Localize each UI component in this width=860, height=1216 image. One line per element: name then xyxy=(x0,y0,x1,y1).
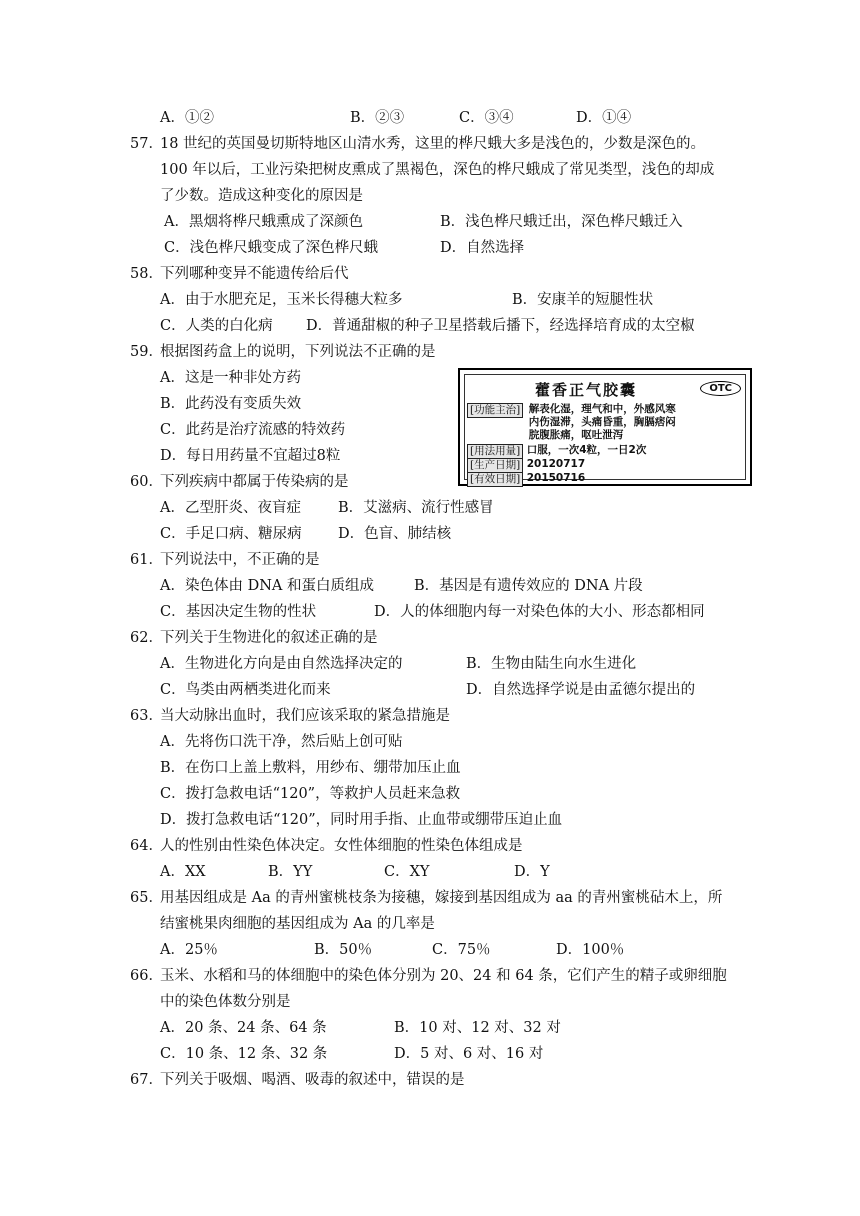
q61-option-c: C．基因决定生物的性状 xyxy=(160,604,317,620)
q60-option-d: D．色盲、肺结核 xyxy=(338,526,452,542)
manufacture-date-value: 20120717 xyxy=(526,458,586,470)
q65-stem-line-2: 结蜜桃果肉细胞的基因组成为 Aa 的几率是 xyxy=(160,916,435,932)
q56-option-c: C．③④ xyxy=(459,110,514,126)
q56-option-b: B．②③ xyxy=(350,110,405,126)
q65-option-d: D．100％ xyxy=(556,942,625,958)
q66-stem-line-2: 中的染色体数分别是 xyxy=(160,994,291,1010)
q60-option-c: C．手足口病、糖尿病 xyxy=(160,526,302,542)
q58-option-c: C．人类的白化病 xyxy=(160,318,273,334)
q61-stem: 下列说法中，不正确的是 xyxy=(160,552,320,568)
q57-option-a: A．黑烟将桦尺蛾熏成了深颜色 xyxy=(164,214,363,230)
q59-option-b: B．此药没有变质失效 xyxy=(160,396,302,412)
expiry-date-value: 20150716 xyxy=(526,472,586,484)
q57-option-d: D．自然选择 xyxy=(440,240,525,256)
q65-option-c: C．75％ xyxy=(432,942,491,958)
q61-number: 61． xyxy=(130,552,163,568)
function-value-line-3: 脘腹胀痛，呕吐泄泻 xyxy=(528,429,624,441)
q58-stem: 下列哪种变异不能遗传给后代 xyxy=(160,266,349,282)
q60-stem: 下列疾病中都属于传染病的是 xyxy=(160,474,349,490)
q58-number: 58． xyxy=(130,266,163,282)
q64-stem: 人的性别由性染色体决定。女性体细胞的性染色体组成是 xyxy=(160,838,523,854)
q66-option-b: B．10 对、12 对、32 对 xyxy=(394,1020,561,1036)
q63-option-b: B．在伤口上盖上敷料，用纱布、绷带加压止血 xyxy=(160,760,461,776)
q66-option-d: D．5 对、6 对、16 对 xyxy=(394,1046,544,1062)
usage-value: 口服，一次4粒，一日2次 xyxy=(526,444,647,456)
q63-option-d: D．拨打急救电话“120”，同时用手指、止血带或绷带压迫止血 xyxy=(160,812,563,828)
q64-option-b: B．YY xyxy=(268,864,313,880)
q57-stem-line-1: 18 世纪的英国曼切斯特地区山清水秀，这里的桦尺蛾大多是浅色的，少数是深色的。 xyxy=(160,136,706,152)
q59-number: 59． xyxy=(130,344,163,360)
q61-option-d: D．人的体细胞内每一对染色体的大小、形态都相同 xyxy=(374,604,705,620)
q57-stem-line-3: 了少数。造成这种变化的原因是 xyxy=(160,188,363,204)
q65-option-b: B．50％ xyxy=(314,942,373,958)
q62-option-a: A．生物进化方向是由自然选择决定的 xyxy=(160,656,403,672)
q65-stem-line-1: 用基因组成是 Aa 的青州蜜桃枝条为接穗，嫁接到基因组成为 aa 的青州蜜桃砧木上，所 xyxy=(160,890,723,906)
q62-option-d: D．自然选择学说是由孟德尔提出的 xyxy=(466,682,696,698)
q65-number: 65． xyxy=(130,890,163,906)
q61-option-a: A．染色体由 DNA 和蛋白质组成 xyxy=(160,578,374,594)
q66-number: 66． xyxy=(130,968,163,984)
q67-stem: 下列关于吸烟、喝酒、吸毒的叙述中，错误的是 xyxy=(160,1072,465,1088)
q60-number: 60． xyxy=(130,474,163,490)
q59-stem: 根据图药盒上的说明，下列说法不正确的是 xyxy=(160,344,436,360)
otc-badge: OTC xyxy=(700,381,741,396)
medicine-box-label xyxy=(458,368,752,486)
q66-stem-line-1: 玉米、水稻和马的体细胞中的染色体分别为 20、24 和 64 条，它们产生的精子或卵细胞 xyxy=(160,968,727,984)
q61-option-b: B．基因是有遗传效应的 DNA 片段 xyxy=(414,578,643,594)
q63-stem: 当大动脉出血时，我们应该采取的紧急措施是 xyxy=(160,708,450,724)
q62-option-c: C．鸟类由两栖类进化而来 xyxy=(160,682,331,698)
q63-option-a: A．先将伤口洗干净，然后贴上创可贴 xyxy=(160,734,403,750)
q58-option-b: B．安康羊的短腿性状 xyxy=(512,292,654,308)
expiry-date-key: [有效日期] xyxy=(467,472,523,487)
q59-option-a: A．这是一种非处方药 xyxy=(160,370,301,386)
q66-option-c: C．10 条、12 条、32 条 xyxy=(160,1046,328,1062)
q64-option-a: A．XX xyxy=(160,864,206,880)
manufacture-date-key: [生产日期] xyxy=(467,458,523,473)
usage-row xyxy=(467,444,646,459)
q57-option-c: C．浅色桦尺蛾变成了深色桦尺蛾 xyxy=(164,240,379,256)
q57-stem-line-2: 100 年以后，工业污染把树皮熏成了黑褐色，深色的桦尺蛾成了常见类型，浅色的却成 xyxy=(160,162,715,178)
q57-number: 57． xyxy=(130,136,163,152)
q67-number: 67． xyxy=(130,1072,163,1088)
medicine-box-frame xyxy=(464,374,746,485)
q64-option-d: D．Y xyxy=(514,864,550,880)
expiry-date-row xyxy=(467,472,585,487)
q58-option-a: A．由于水肥充足，玉米长得穗大粒多 xyxy=(160,292,403,308)
manufacture-date-row xyxy=(467,458,585,473)
q56-option-d: D．①④ xyxy=(576,110,632,126)
q59-option-c: C．此药是治疗流感的特效药 xyxy=(160,422,346,438)
q66-option-a: A．20 条、24 条、64 条 xyxy=(160,1020,327,1036)
medicine-name: 藿香正气胶囊 xyxy=(535,381,638,399)
q63-number: 63． xyxy=(130,708,163,724)
q65-option-a: A．25％ xyxy=(160,942,218,958)
q64-option-c: C．XY xyxy=(384,864,430,880)
q62-stem: 下列关于生物进化的叙述正确的是 xyxy=(160,630,378,646)
q63-option-c: C．拨打急救电话“120”，等救护人员赶来急救 xyxy=(160,786,461,802)
q60-option-b: B．艾滋病、流行性感冒 xyxy=(338,500,494,516)
q60-option-a: A．乙型肝炎、夜盲症 xyxy=(160,500,301,516)
q56-option-a: A．①② xyxy=(160,110,214,126)
function-value-line-2: 内伤湿滞，头痛昏重，胸膈痞闷 xyxy=(528,416,676,428)
q64-number: 64． xyxy=(130,838,163,854)
function-key: [功能主治] xyxy=(467,403,523,418)
usage-key: [用法用量] xyxy=(467,444,523,459)
function-value-line-1: 解表化湿，理气和中，外感风寒 xyxy=(528,403,676,415)
q57-option-b: B．浅色桦尺蛾迁出，深色桦尺蛾迁入 xyxy=(440,214,683,230)
q58-option-d: D．普通甜椒的种子卫星搭载后播下，经选择培育成的太空椒 xyxy=(306,318,695,334)
q62-number: 62． xyxy=(130,630,163,646)
function-value xyxy=(529,403,676,442)
q62-option-b: B．生物由陆生向水生进化 xyxy=(466,656,637,672)
function-row xyxy=(467,403,676,442)
q59-option-d: D．每日用药量不宜超过8粒 xyxy=(160,448,341,464)
